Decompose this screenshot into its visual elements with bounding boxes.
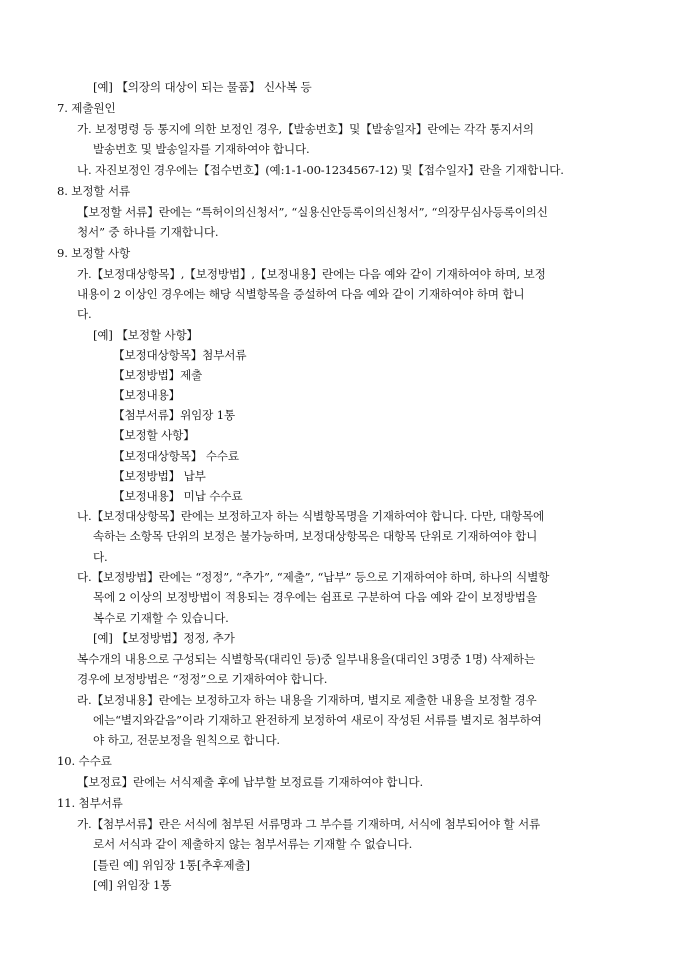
section-heading: 9. 보정할 사항 <box>57 246 131 260</box>
body-line: 가.【보정대상항목】,【보정방법】,【보정내용】란에는 다음 예와 같이 기재하여야 하며, 보정 <box>77 267 546 281</box>
body-line: 라.【보정내용】란에는 보정하고자 하는 내용을 기재하며, 별지로 제출한 내용을 보정할 경우 <box>77 693 537 707</box>
example-item: 【보정대상항목】 수수료 <box>113 449 239 463</box>
body-line: 다.【보정방법】란에는 “정정”, “추가”, “제출”, “납부” 등으로 기재하여야 하며, 하나의 식별항 <box>77 570 550 584</box>
body-line: 내용이 2 이상인 경우에는 해당 식별항목을 증설하여 다음 예와 같이 기재하여야 하며 합니 <box>77 287 525 301</box>
example-item: 【보정내용】 <box>113 388 181 402</box>
example-item: 【보정내용】 미납 수수료 <box>113 489 243 503</box>
example-line: [예] 위임장 1통 <box>93 878 172 892</box>
body-line: 로서 서식과 같이 제출하지 않는 첨부서류는 기재할 수 없습니다. <box>93 837 413 851</box>
body-line: 다. <box>93 550 108 564</box>
body-line: 가.【첨부서류】란은 서식에 첨부된 서류명과 그 부수를 기재하며, 서식에 첨부되어야 할 서류 <box>77 817 541 831</box>
body-line: 다. <box>77 307 92 321</box>
body-line: 나. 자진보정인 경우에는【접수번호】(예:1-1-00-1234567-12) 및【접수일자】란을 기재합니다. <box>77 163 564 177</box>
body-line: 복수로 기재할 수 있습니다. <box>93 611 229 625</box>
example-line: [예] 【보정방법】정정, 추가 <box>93 631 235 645</box>
section-heading: 7. 제출원인 <box>57 101 116 115</box>
example-item: 【보정할 사항】 <box>113 428 195 442</box>
body-line: 【보정료】란에는 서식제출 후에 납부할 보정료를 기재하여야 합니다. <box>77 775 423 789</box>
body-line: 나.【보정대상항목】란에는 보정하고자 하는 식별항목명을 기재하여야 합니다. 다만, 대항목에 <box>77 509 545 523</box>
example-item: 【보정대상항목】첨부서류 <box>113 348 247 362</box>
section-heading: 8. 보정할 서류 <box>57 184 131 198</box>
body-line: 청서” 중 하나를 기재합니다. <box>77 225 219 239</box>
body-line: 에는“별지와같음”이라 기재하고 완전하게 보정하여 새로이 작성된 서류를 별지로 첨부하여 <box>93 713 542 727</box>
body-line: 가. 보정명령 등 통지에 의한 보정인 경우,【발송번호】및【발송일자】란에는 각각 통지서의 <box>77 122 534 136</box>
body-line: 【보정할 서류】란에는 “특허이의신청서”, “실용신안등록이의신청서”, “의장무심사등록이의신 <box>77 205 548 219</box>
example-item: 【첨부서류】위임장 1통 <box>113 408 236 422</box>
section-heading: 10. 수수료 <box>57 754 112 768</box>
example-line: [예] 【보정할 사항】 <box>93 328 199 342</box>
example-item: 【보정방법】 납부 <box>113 469 206 483</box>
body-line: 발송번호 및 발송일자를 기재하여야 합니다. <box>93 142 310 156</box>
body-line: 경우에 보정방법은 “정정”으로 기재하여야 합니다. <box>77 672 328 686</box>
body-line: 야 하고, 전문보정을 원칙으로 합니다. <box>93 733 280 747</box>
body-line: 속하는 소항목 단위의 보정은 불가능하며, 보정대상항목은 대항목 단위로 기재하여야 합니 <box>93 529 538 543</box>
body-line: 목에 2 이상의 보정방법이 적용되는 경우에는 쉼표로 구분하여 다음 예와 같이 보정방법을 <box>93 590 537 604</box>
section-heading: 11. 첨부서류 <box>57 796 123 810</box>
example-line: [틀린 예] 위임장 1통[추후제출] <box>93 858 250 872</box>
example-item: 【보정방법】제출 <box>113 368 203 382</box>
body-line: 복수개의 내용으로 구성되는 식별항목(대리인 등)중 일부내용을(대리인 3명중 1명) 삭제하는 <box>77 652 536 666</box>
example-line: [예] 【의장의 대상이 되는 물품】 신사복 등 <box>93 80 312 94</box>
